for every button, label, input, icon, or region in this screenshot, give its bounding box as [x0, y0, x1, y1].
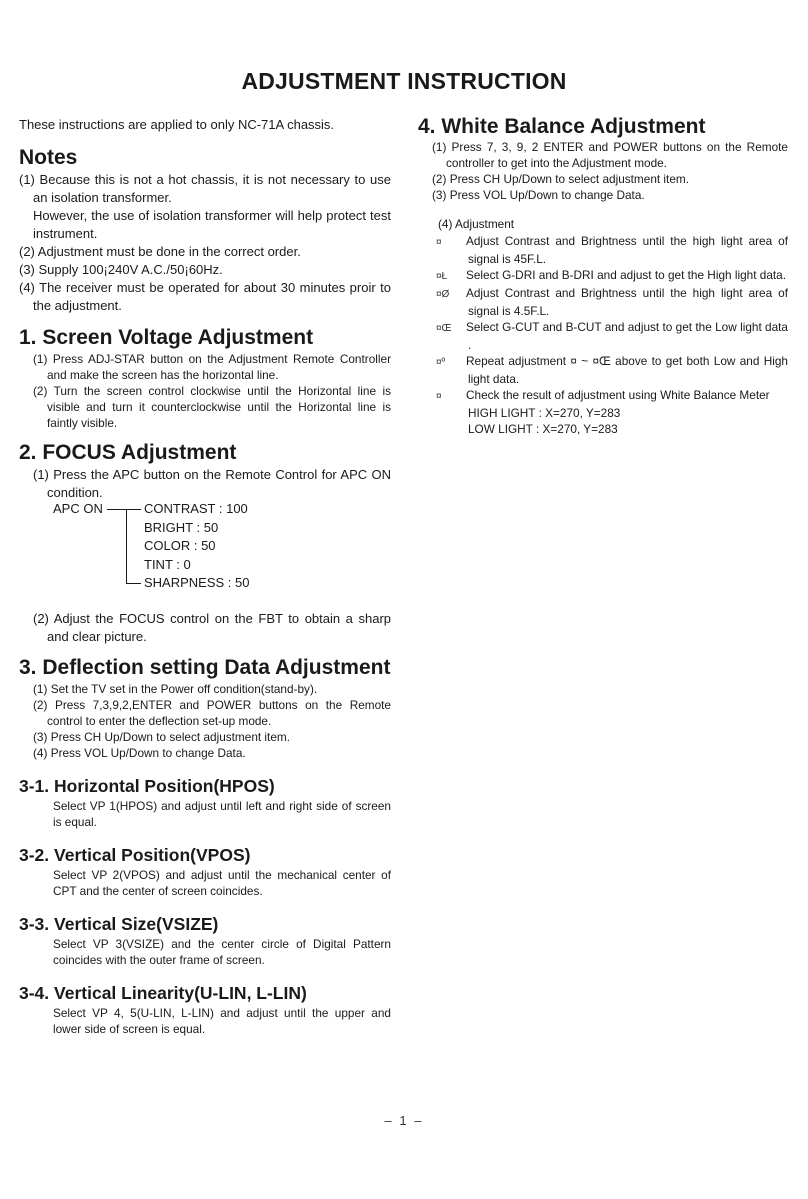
section-3-1-heading: 3-1. Horizontal Position(HPOS): [19, 776, 275, 796]
section-3-2-heading: 3-2. Vertical Position(VPOS): [19, 845, 251, 865]
section-3-3: [19, 914, 391, 968]
section-1: [19, 326, 391, 431]
page-title: ADJUSTMENT INSTRUCTION: [241, 68, 567, 94]
step-2-text: Select G-DRI and B-DRI and adjust to get the High light data.: [466, 268, 786, 282]
adjust-step-3: [418, 285, 788, 319]
step-6-text: Check the result of adjustment using White Balance Meter: [466, 388, 770, 402]
adjust-step-5: [418, 353, 788, 387]
adjust-step-2: [418, 267, 788, 285]
notes-heading: Notes: [19, 146, 78, 169]
section-3-item-1: (1) Set the TV set in the Power off condition(stand-by).: [33, 682, 318, 696]
section-1-item-2: (2) Turn the screen control clockwise until the Horizontal line is visible and turn it counterclockwise until the Horizontal line is faintly visible.: [33, 384, 391, 430]
apc-label: APC ON: [53, 501, 103, 516]
section-2: [19, 441, 391, 502]
section-4-adjustment: [418, 216, 788, 437]
intro-text: These instructions are applied to only NC-71A chassis.: [19, 117, 335, 132]
section-3-4-heading: 3-4. Vertical Linearity(U-LIN, L-LIN): [19, 983, 307, 1003]
section-3-item-3: (3) Press CH Up/Down to select adjustment item.: [33, 730, 290, 744]
adjust-step-6: [418, 387, 788, 405]
note-4: (4) The receiver must be operated for about 30 minutes proir to the adjustment.: [19, 280, 391, 313]
section-3-1-text: Select VP 1(HPOS) and adjust until left and right side of screen is equal.: [53, 799, 391, 829]
apc-value-color: COLOR : 50: [144, 538, 216, 553]
section-3-item-4: (4) Press VOL Up/Down to change Data.: [33, 746, 246, 760]
note-1-cont: However, the use of isolation transformer will help protect test instrument.: [33, 208, 391, 241]
section-1-item-1: (1) Press ADJ-STAR button on the Adjustment Remote Controller and make the screen has the horizontal line.: [33, 352, 391, 382]
note-2: (2) Adjustment must be done in the correct order.: [19, 244, 301, 259]
step-3-marker: ¤Ø: [436, 289, 450, 300]
apc-value-contrast: CONTRAST : 100: [144, 501, 248, 516]
apc-values: [144, 500, 250, 593]
step-5-marker: ¤º: [436, 357, 446, 368]
section-3-item-2: (2) Press 7,3,9,2,ENTER and POWER buttons on the Remote control to enter the deflection set-up mode.: [33, 698, 391, 728]
step-1-text: Adjust Contrast and Brightness until the high light area of signal is 45F.L.: [466, 234, 788, 266]
step-5-text: Repeat adjustment ¤ ~ ¤Œ above to get both Low and High light data.: [466, 354, 788, 386]
note-3: (3) Supply 100¡240V A.C./50¡60Hz.: [19, 262, 223, 277]
notes-section: [19, 146, 391, 315]
section-3-4-text: Select VP 4, 5(U-LIN, L-LIN) and adjust until the upper and lower side of screen is equal.: [53, 1006, 391, 1036]
step-3-text: Adjust Contrast and Brightness until the high light area of signal is 4.5F.L.: [466, 286, 788, 318]
section-2-item-2: (2) Adjust the FOCUS control on the FBT to obtain a sharp and clear picture.: [33, 611, 391, 644]
section-3-4: [19, 983, 391, 1037]
section-3-3-text: Select VP 3(VSIZE) and the center circle of Digital Pattern coincides with the outer frame of screen.: [53, 937, 391, 967]
step-1-marker: ¤: [436, 237, 442, 248]
section-4-heading: 4. White Balance Adjustment: [418, 115, 706, 138]
section-4-item-3: (3) Press VOL Up/Down to change Data.: [432, 188, 645, 202]
section-2-item-2-wrap: [19, 610, 391, 646]
section-3-3-heading: 3-3. Vertical Size(VSIZE): [19, 914, 219, 934]
adjust-step-4: [418, 319, 788, 353]
apc-tree-vline: [126, 509, 127, 583]
apc-value-sharpness: SHARPNESS : 50: [144, 575, 250, 590]
section-3-1: [19, 776, 391, 830]
apc-tree-bottom: [126, 583, 141, 584]
step-4-text: Select G-CUT and B-CUT and adjust to get the Low light data .: [466, 320, 788, 352]
section-3-2-text: Select VP 2(VPOS) and adjust until the mechanical center of CPT and the center of screen coincides.: [53, 868, 391, 898]
section-4-item-1: (1) Press 7, 3, 9, 2 ENTER and POWER buttons on the Remote controller to get into the Adjustment mode.: [432, 140, 788, 170]
section-3-heading: 3. Deflection setting Data Adjustment: [19, 656, 391, 679]
step-6-marker: ¤: [436, 391, 442, 402]
result-low-light: LOW LIGHT : X=270, Y=283: [468, 422, 618, 436]
section-3-2: [19, 845, 391, 899]
adjust-step-1: [418, 233, 788, 267]
section-4: [418, 115, 788, 203]
apc-value-tint: TINT : 0: [144, 556, 191, 572]
adjustment-sub-heading: (4) Adjustment: [438, 217, 515, 231]
step-4-marker: ¤Œ: [436, 323, 452, 334]
section-3: [19, 656, 391, 761]
note-1: (1) Because this is not a hot chassis, it is not necessary to use an isolation transformer.: [19, 172, 391, 205]
page-number: – 1 –: [384, 1113, 424, 1128]
apc-tree-hline: [107, 509, 141, 510]
step-2-marker: ¤Ł: [436, 271, 448, 282]
section-4-item-2: (2) Press CH Up/Down to select adjustment item.: [432, 172, 689, 186]
section-1-heading: 1. Screen Voltage Adjustment: [19, 326, 314, 349]
result-high-light: HIGH LIGHT : X=270, Y=283: [468, 406, 621, 420]
apc-value-bright: BRIGHT : 50: [144, 519, 219, 535]
section-2-heading: 2. FOCUS Adjustment: [19, 441, 237, 464]
section-2-item-1: (1) Press the APC button on the Remote Control for APC ON condition.: [33, 467, 391, 500]
